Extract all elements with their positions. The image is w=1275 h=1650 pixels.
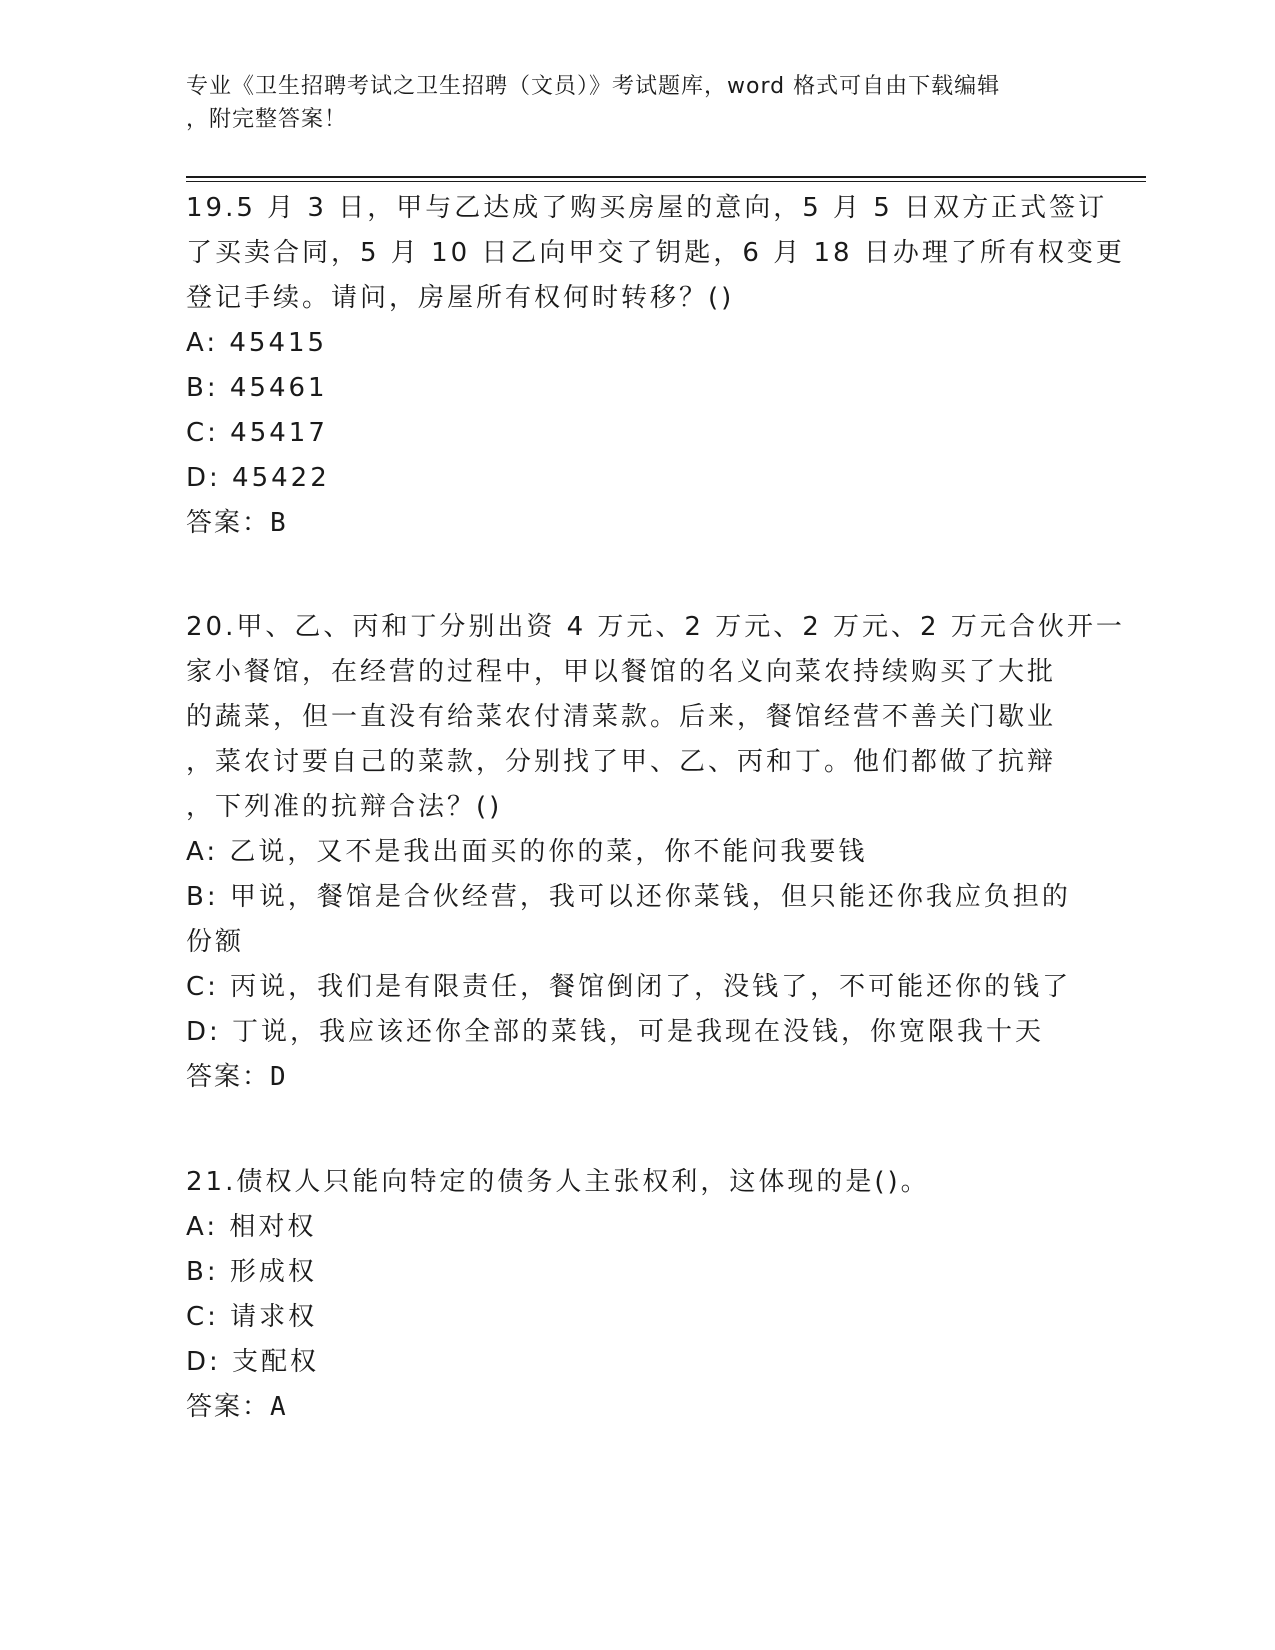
question-21 [186,1160,1086,1430]
question-stem-line: ，下列准的抗辩合法？() [186,792,503,822]
question-stem-line: 21.债权人只能向特定的债务人主张权利，这体现的是()。 [186,1167,930,1197]
option-b-continued: 份额 [186,927,245,957]
answer-value: A [270,1392,288,1422]
header-line-1: 专业《卫生招聘考试之卫生招聘（文员）》考试题库，word 格式可自由下载编辑 [186,74,1001,99]
option-d: D: 支配权 [186,1347,320,1377]
option-c: C: 45417 [186,418,328,448]
question-stem-line: 家小餐馆，在经营的过程中，甲以餐馆的名义向菜农持续购买了大批 [186,657,1057,687]
question-stem-line: 了买卖合同，5 月 10 日乙向甲交了钥匙，6 月 18 日办理了所有权变更 [186,238,1125,268]
question-stem-line: ，菜农讨要自己的菜款，分别找了甲、乙、丙和丁。他们都做了抗辩 [186,747,1057,777]
question-stem-line: 20.甲、乙、丙和丁分别出资 4 万元、2 万元、2 万元、2 万元合伙开一 [186,612,1125,642]
answer-label: 答案： [186,1392,271,1422]
question-spacer [186,546,1086,605]
question-list [186,186,1125,1430]
question-spacer [186,1100,1086,1160]
answer-value: B [270,508,288,538]
option-b: B: 甲说，餐馆是合伙经营，我可以还你菜钱，但只能还你我应负担的 [186,882,1071,912]
option-b: B: 形成权 [186,1257,317,1287]
option-a: A: 乙说，又不是我出面买的你的菜，你不能问我要钱 [186,837,868,867]
answer-value: D [270,1062,288,1092]
option-b: B: 45461 [186,373,328,403]
header-rule-thin [186,181,1146,182]
document-header [186,70,1066,136]
option-a: A: 相对权 [186,1212,317,1242]
answer-line [186,501,1086,546]
option-c: C: 丙说，我们是有限责任，餐馆倒闭了，没钱了，不可能还你的钱了 [186,972,1072,1002]
header-rule-thick [186,176,1146,178]
option-d: D: 丁说，我应该还你全部的菜钱，可是我现在没钱，你宽限我十天 [186,1017,1045,1047]
answer-line [186,1055,1086,1100]
answer-label: 答案： [186,508,271,538]
question-19 [186,186,1125,546]
question-stem-line: 的蔬菜，但一直没有给菜农付清菜款。后来，餐馆经营不善关门歇业 [186,702,1057,732]
header-line-2: ，附完整答案！ [186,107,348,132]
question-stem-line: 登记手续。请问，房屋所有权何时转移？() [186,283,735,313]
answer-line [186,1385,1086,1430]
question-20 [186,605,1125,1100]
question-stem-line: 19.5 月 3 日，甲与乙达成了购买房屋的意向，5 月 5 日双方正式签订 [186,193,1108,223]
option-a: A: 45415 [186,328,328,358]
answer-label: 答案： [186,1062,271,1092]
option-c: C: 请求权 [186,1302,318,1332]
option-d: D: 45422 [186,463,330,493]
